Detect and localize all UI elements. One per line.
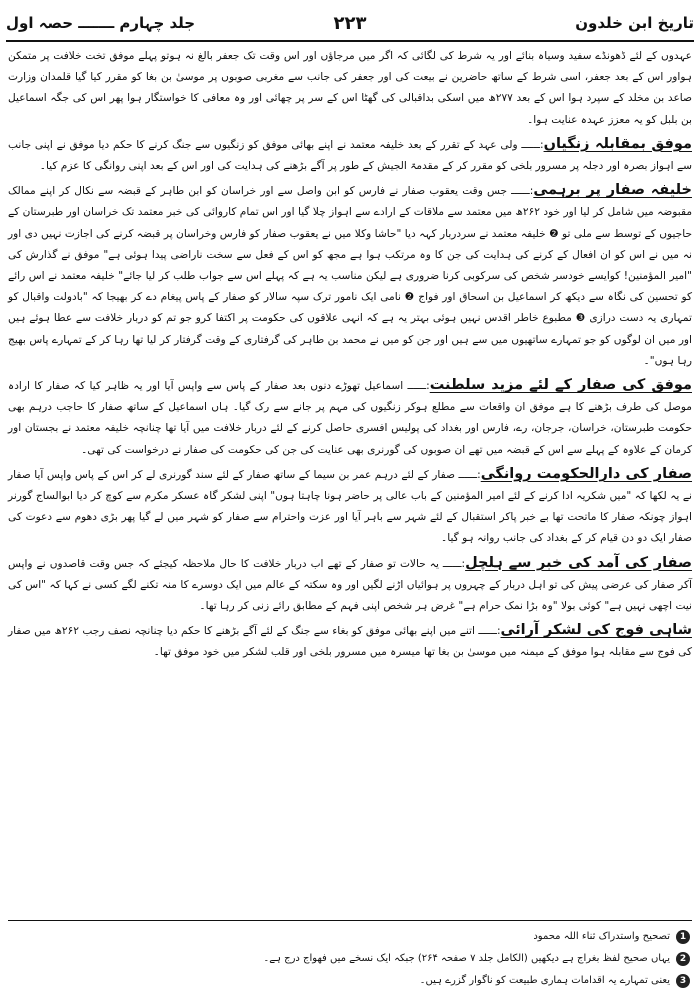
footnote-number: 2 xyxy=(676,952,690,966)
paragraph-text: عہدوں کے لئے ڈھونڈے سفید وسیاہ بنائے اور یہ شرط کی لگائی کہ اگر میں مرجاؤں اور اس وقت تک جعفر بالغ نہ ہوتو پہلے موفق تخت خلافت پر متمکن ہواور اس کے بعد جعفر، اسی شرط کے ساتھ حاضرین نے بیعت کی اور جعفر کی جانب سے مغربی صوبوں پر موسیٰ بن بغا کو مقرر کیا گیا قلمدان وزارت صاعد بن مخلد کے سپرد ہوا اس کے بعد ۲۷۷ھ میں اسکی بداقبالی کی گھٹا اس کے سر پر چھائی اور وہ معافی کا خواستگار ہوا پھر اس کی جگہ اسماعیل بن بلبل کو یہ معزز عہدہ عنایت ہوا۔ xyxy=(8,50,692,126)
footnote xyxy=(10,948,690,970)
section-commotion: صفار کی آمد کی خبر سے ہلچل:ــــــ یہ حالات تو صفار کے تھے اب دربار خلافت کا حال ملاحظہ کیجئے کہ جس وقت قاصدوں نے واپس آکر صفار کی عرضی پیش کی تو اہل دربار کے چہروں پر ہوائیاں اڑنے لگیں اور وہ سکتہ کے عالم میں ایک دوسرے کا منہ تکنے لگے کسی نے کہا کہ "اس کی نیت اچھی نہیں ہے" کوئی بولا "وہ بڑا نمک حرام ہے" غرض ہر شخص اپنی فہم کے مطابق رائے زنی کر رہا تھا۔ xyxy=(8,554,692,613)
page-header xyxy=(6,8,694,38)
section-heading: خلیفہ صفار پر برہمی xyxy=(533,182,692,199)
footnote-text: یہاں صحیح لفظ بغراج ہے دیکھیں (الکامل جلد ۷ صفحہ ۲۶۴) جبکہ ایک نسخے میں فھواج درج ہے۔ xyxy=(263,953,670,964)
paragraph-text: اسماعیل تھوڑے دنوں بعد صفار کے پاس سے واپس آیا اور یہ ظاہر کیا کہ صفار کا ارادہ موصل کی طرف بڑھنے کا ہے موفق ان واقعات سے مطلع ہوکر زنگیوں کی مہم پر جانے سے رک گیا۔ ہاں اسماعیل کے ساتھ صفار کا حاجب درہم بھی حکومت طبرستان، خراسان، جرجان، رے، فارس اور بغداد کی پولیس افسری حاصل کرنے کے لئے دربار خلافت میں آیا تھا چنانچہ خلیفہ معتمد نے بجستان اور کرمان کے علاوہ کے پہلے سے اس کے قبضہ میں تھے ان صوبوں کی گورنری بھی عنایت کی جن کی حکومت کی صفار نے درخواست کی تھی۔ xyxy=(8,380,692,456)
header-rule xyxy=(6,40,694,42)
paragraph-text: ولی عہد کے تقرر کے بعد خلیفہ معتمد نے اپنے بھائی موفق کو زنگیوں سے جنگ کرنے کا حکم دیا موفق نے اپنی جانب سے اہواز بصرہ اور دجلہ پر مسرور بلخی کو مقرر کر کے مقدمۃ الجیش کے طور پر آگے بڑھنے کی ہدایت کی اور اس کے بعد اپنی روانگی کا عزم کیا۔ xyxy=(8,138,692,173)
footnote-separator xyxy=(8,920,692,921)
section-march-to-capital: صفار کی دارالحکومت روانگی:ــــــ صفار کے لئے درہم عمر بن سیما کے ساتھ صفار کے لئے سند گورنری لے کر اس کے پاس واپس آیا صفار نے یہ لکھا کہ "میں شکریہ ادا کرنے کے لئے امیر المؤمنین کے باب عالی پر حاضر ہونا چاہتا ہوں" اپنی لشکر گاہ عسکر مکرم سے کوچ کر دیا ابوالساج گورنر اہواز چونکہ صفار کا ماتحت تھا بے خبر پاکر استقبال کے لئے شہر سے باہر آیا اور عزت واحترام سے صفار کو شہر میں لے گیا پھر بڑی دھوم سے دعوت کی صفار ایک دو دن قیام کر کے بغداد کی جانب روانہ ہو گیا۔ xyxy=(8,465,693,545)
main-content xyxy=(8,46,692,664)
section-mufaq-vs-zangis: موفق بمقابلہ زنگیاں:ــــــ ولی عہد کے تقرر کے بعد خلیفہ معتمد نے اپنے بھائی موفق کو زنگیوں سے جنگ کرنے کا حکم دیا موفق نے اپنی جانب سے اہواز بصرہ اور دجلہ پر مسرور بلخی کو مقرر کر کے مقدمۃ الجیش کے طور پر آگے بڑھنے کی ہدایت کی اور اس کے بعد اپنی روانگی کا عزم کیا۔ xyxy=(8,135,692,173)
page-number: ۲۲۳ xyxy=(333,12,367,34)
footnotes xyxy=(10,926,690,992)
paragraph-text: جس وقت یعقوب صفار نے فارس کو ابن واصل سے اور خراسان کو ابن طاہر کے قبضہ سے نکال کر اپنے ممالک مقبوضہ میں شامل کر لیا اور خود ۲۶۲ھ میں معتمد سے ملاقات کے ارادے سے اہواز چلا گیا اور اس تمام کاروائی کی خبر معتمد تک خراسان اور طبرستان کے حاجیوں کے توسط سے ملی تو ❷ خلیفہ معتمد نے سردربار کہہ دیا "حاشا وکلا میں نے یعقوب صفار کو فارس وخراسان پر قبضہ کرنے کی اجازت نہیں دی اور نہ میں نے اس کو ان افعال کے کرنے کی ہدایت کی جن کا وہ مرتکب ہوا ہے مجھ کو اس کے فعل سے سخت ناراضی پیدا ہوئی ہے" موفق نے گذارش کی "امیر المؤمنین! کوایسے خودسر شخص کی سرکوبی کرنا ضروری ہے لیکن مناسب یہ ہے کہ پہلے اس سے جواب طلب کر لیا جائے" خلیفہ معتمد نے اس رائے کو تحسین کی نگاہ سے دیکھ کر اسماعیل بن اسحاق اور فواج ❷ نامی ایک نامور ترک سپہ سالار کو صفار کے پاس پیغام دے کر بھیجا کہ "بادولت واقبال کو تمہاری یہ دست درازی ❸ مطبوع خاطر اقدس نہیں ہوئی بہتر یہ ہے کہ انہی علاقوں کی حکومت پر اکتفا کرو جو تم کو دربار خلافت سے عطا ہوئے ہیں اور میں ان لوگوں کو جو تمہارے ساتھیوں میں سے ہیں اور جن کو میں نے محمد بن طاہر کی گرفتاری کے وقت گرفتار کر لیا تھا رہا کر کے تمہارے پاس بھیج رہا ہوں"۔ xyxy=(8,185,693,367)
footnote-number: 3 xyxy=(676,974,690,988)
section-more-territory: موفق کی صفار کے لئے مزید سلطنت:ــــــ اسماعیل تھوڑے دنوں بعد صفار کے پاس سے واپس آیا اور یہ ظاہر کیا کہ صفار کا ارادہ موصل کی طرف بڑھنے کا ہے موفق ان واقعات سے مطلع ہوکر زنگیوں کی مہم پر جانے سے رک گیا۔ ہاں اسماعیل کے ساتھ صفار کا حاجب درہم بھی حکومت طبرستان، خراسان، جرجان، رے، فارس اور بغداد کی پولیس افسری حاصل کرنے کے لئے دربار خلافت میں آیا تھا چنانچہ خلیفہ معتمد نے بجستان اور کرمان کے علاوہ کے پہلے سے اس کے قبضہ میں تھے ان صوبوں کی گورنری بھی عنایت کی جن کی حکومت کی صفار نے درخواست کی تھی۔ xyxy=(8,377,692,456)
paragraph-text: اتنے میں اپنے بھائی موفق کو بغاء سے جنگ کے لئے آگے بڑھنے کا حکم دیا چنانچہ نصف رجب ۲۶۲ھ میں صفار کی فوج سے مقابلہ ہوا موفق کے میمنہ میں موسیٰ بن بغا تھا میسرہ میں مسرور بلخی اور قلب لشکر میں خود موفق تھا۔ xyxy=(8,625,692,659)
book-title: تاریخ ابن خلدون xyxy=(575,14,694,32)
paragraph-text: صفار کے لئے درہم عمر بن سیما کے ساتھ صفار کے لئے سند گورنری لے کر اس کے پاس واپس آیا صفار نے یہ لکھا کہ "میں شکریہ ادا کرنے کے لئے امیر المؤمنین کے باب عالی پر حاضر ہونا چاہتا ہوں" اپنی لشکر گاہ عسکر مکرم سے کوچ کر دیا ابوالساج گورنر اہواز چونکہ صفار کا ماتحت تھا بے خبر پاکر استقبال کے لئے شہر سے باہر آیا اور عزت واحترام سے صفار کو شہر میں لے گیا پھر بڑی دھوم سے دعوت کی صفار ایک دو دن قیام کر کے بغداد کی جانب روانہ ہو گیا۔ xyxy=(8,468,692,545)
section-heading: موفق بمقابلہ زنگیاں xyxy=(543,135,692,152)
section-heading: صفار کی دارالحکومت روانگی xyxy=(480,465,693,482)
footnote xyxy=(10,970,690,992)
footnote-text: تصحیح واستدراک ثناء اللہ محمود xyxy=(533,931,670,942)
intro-paragraph xyxy=(8,46,692,131)
footnote-number: 1 xyxy=(676,930,690,944)
volume-label: جلد چہارم ـــــــ حصہ اول xyxy=(6,14,196,32)
paragraph-text: یہ حالات تو صفار کے تھے اب دربار خلافت کا حال ملاحظہ کیجئے کہ جس وقت قاصدوں نے واپس آکر صفار کی عرضی پیش کی تو اہل دربار کے چہروں پر ہوائیاں اڑنے لگیں اور وہ سکتہ کے عالم میں ایک دوسرے کا منہ تکنے لگے کسی نے کہا کہ "اس کی نیت اچھی نہیں ہے" کوئی بولا "وہ بڑا نمک حرام ہے" غرض ہر شخص اپنی فہم کے مطابق رائے زنی کر رہا تھا۔ xyxy=(8,557,692,613)
section-royal-army: شاہی فوج کی لشکر آرائی:ــــــ اتنے میں اپنے بھائی موفق کو بغاء سے جنگ کے لئے آگے بڑھنے کا حکم دیا چنانچہ نصف رجب ۲۶۲ھ میں صفار کی فوج سے مقابلہ ہوا موفق کے میمنہ میں موسیٰ بن بغا تھا میسرہ میں مسرور بلخی اور قلب لشکر میں خود موفق تھا۔ xyxy=(8,622,692,659)
section-heading: صفار کی آمد کی خبر سے ہلچل xyxy=(465,554,692,571)
footnote-text: یعنی تمہارے یہ اقدامات ہماری طبیعت کو ناگوار گزرے ہیں۔ xyxy=(419,975,670,986)
section-heading: موفق کی صفار کے لئے مزید سلطنت xyxy=(429,377,692,394)
section-caliph-anger: خلیفہ صفار پر برہمی:ــــــ جس وقت یعقوب صفار نے فارس کو ابن واصل سے اور خراسان کو ابن طاہر کے قبضہ سے نکال کر اپنے ممالک مقبوضہ میں شامل کر لیا اور خود ۲۶۲ھ میں معتمد سے ملاقات کے ارادے سے اہواز چلا گیا اور اس تمام کاروائی کی خبر معتمد تک خراسان اور طبرستان کے حاجیوں کے توسط سے ملی تو ❷ خلیفہ معتمد نے سردربار کہہ دیا "حاشا وکلا میں نے یعقوب صفار کو فارس وخراسان پر قبضہ کرنے کی اجازت نہیں دی اور نہ میں نے اس کو ان افعال کے کرنے کی ہدایت کی جن کا وہ مرتکب ہوا ہے مجھ کو اس کے فعل سے سخت ناراضی پیدا ہوئی ہے" موفق نے گذارش کی "امیر المؤمنین! کوایسے خودسر شخص کی سرکوبی کرنا ضروری ہے لیکن مناسب یہ ہے کہ پہلے اس سے جواب طلب کر لیا جائے" خلیفہ معتمد نے اس رائے کو تحسین کی نگاہ سے دیکھ کر اسماعیل بن اسحاق اور فواج ❷ نامی ایک نامور ترک سپہ سالار کو صفار کے پاس پیغام دے کر بھیجا کہ "بادولت واقبال کو تمہاری یہ دست درازی ❸ مطبوع خاطر اقدس نہیں ہوئی بہتر یہ ہے کہ انہی علاقوں کی حکومت پر اکتفا کرو جو تم کو دربار خلافت سے عطا ہوئے ہیں اور میں ان لوگوں کو جو تمہارے ساتھیوں میں سے ہیں اور جن کو میں نے محمد بن طاہر کی گرفتاری کے وقت گرفتار کر لیا تھا رہا کر کے تمہارے پاس بھیج رہا ہوں"۔ xyxy=(8,182,693,367)
footnote xyxy=(10,926,690,948)
section-heading: شاہی فوج کی لشکر آرائی xyxy=(500,622,692,639)
